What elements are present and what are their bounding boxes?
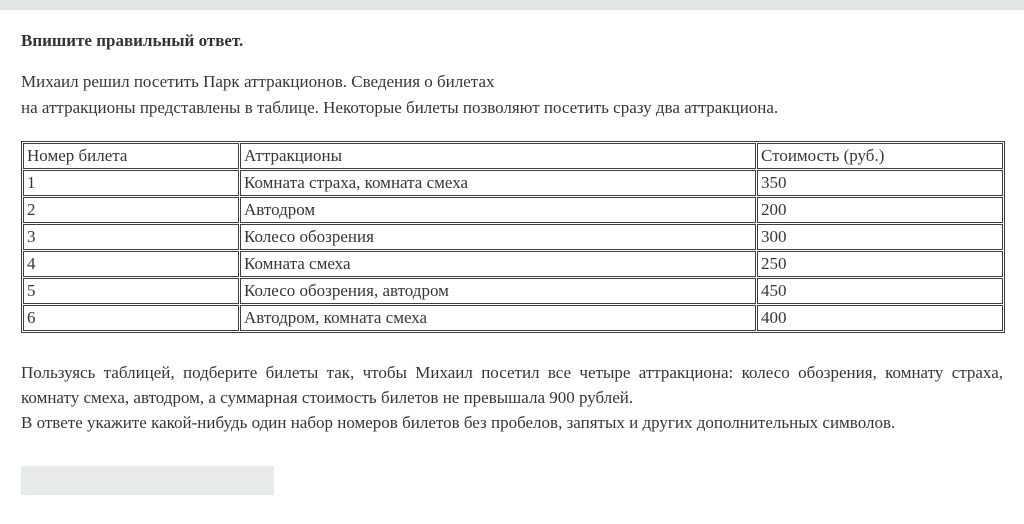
intro-paragraph <box>21 69 1003 121</box>
header-attractions: Аттракционы <box>240 143 756 169</box>
top-bar <box>0 0 1024 10</box>
task-paragraph <box>21 360 1003 435</box>
cell-ticket-number: 3 <box>23 224 239 250</box>
cell-attractions: Колесо обозрения <box>240 224 756 250</box>
cell-cost: 300 <box>757 224 1003 250</box>
cell-cost: 400 <box>757 305 1003 331</box>
cell-cost: 200 <box>757 197 1003 223</box>
page-title: Впишите правильный ответ. <box>21 31 244 50</box>
cell-ticket-number: 1 <box>23 170 239 196</box>
cell-ticket-number: 5 <box>23 278 239 304</box>
question-page <box>0 30 1024 495</box>
task-answer-format-text: В ответе укажите какой-нибудь один набор номеров билетов без пробелов, запятых и других дополнительных символов. <box>21 413 896 432</box>
cell-ticket-number: 4 <box>23 251 239 277</box>
header-cost: Стоимость (руб.) <box>757 143 1003 169</box>
table-row <box>23 197 1003 223</box>
cell-cost: 250 <box>757 251 1003 277</box>
table-row <box>23 251 1003 277</box>
cell-attractions: Комната страха, комната смеха <box>240 170 756 196</box>
table-row <box>23 305 1003 331</box>
tickets-table <box>21 141 1005 333</box>
cell-attractions: Комната смеха <box>240 251 756 277</box>
intro-line-1: Михаил решил посетить Парк аттракционов. Сведения о билетах <box>21 72 495 91</box>
intro-line-2: на аттракционы представлены в таблице. Некоторые билеты позволяют посетить сразу два аттракциона. <box>21 98 779 117</box>
header-ticket-number: Номер билета <box>23 143 239 169</box>
cell-attractions: Автодром <box>240 197 756 223</box>
cell-attractions: Колесо обозрения, автодром <box>240 278 756 304</box>
cell-attractions: Автодром, комната смеха <box>240 305 756 331</box>
cell-ticket-number: 6 <box>23 305 239 331</box>
answer-input[interactable] <box>21 466 274 495</box>
answer-area <box>21 466 1003 495</box>
table-header-row <box>23 143 1003 169</box>
task-condition-text: Пользуясь таблицей, подберите билеты так, чтобы Михаил посетил все четыре аттракциона: колесо обозрения, комнату страха, комнату смеха, автодром, а суммарная стоимость билетов не превышала 900 рублей. <box>21 363 1003 407</box>
cell-cost: 350 <box>757 170 1003 196</box>
table-row <box>23 278 1003 304</box>
table-row <box>23 170 1003 196</box>
table-row <box>23 224 1003 250</box>
cell-ticket-number: 2 <box>23 197 239 223</box>
cell-cost: 450 <box>757 278 1003 304</box>
